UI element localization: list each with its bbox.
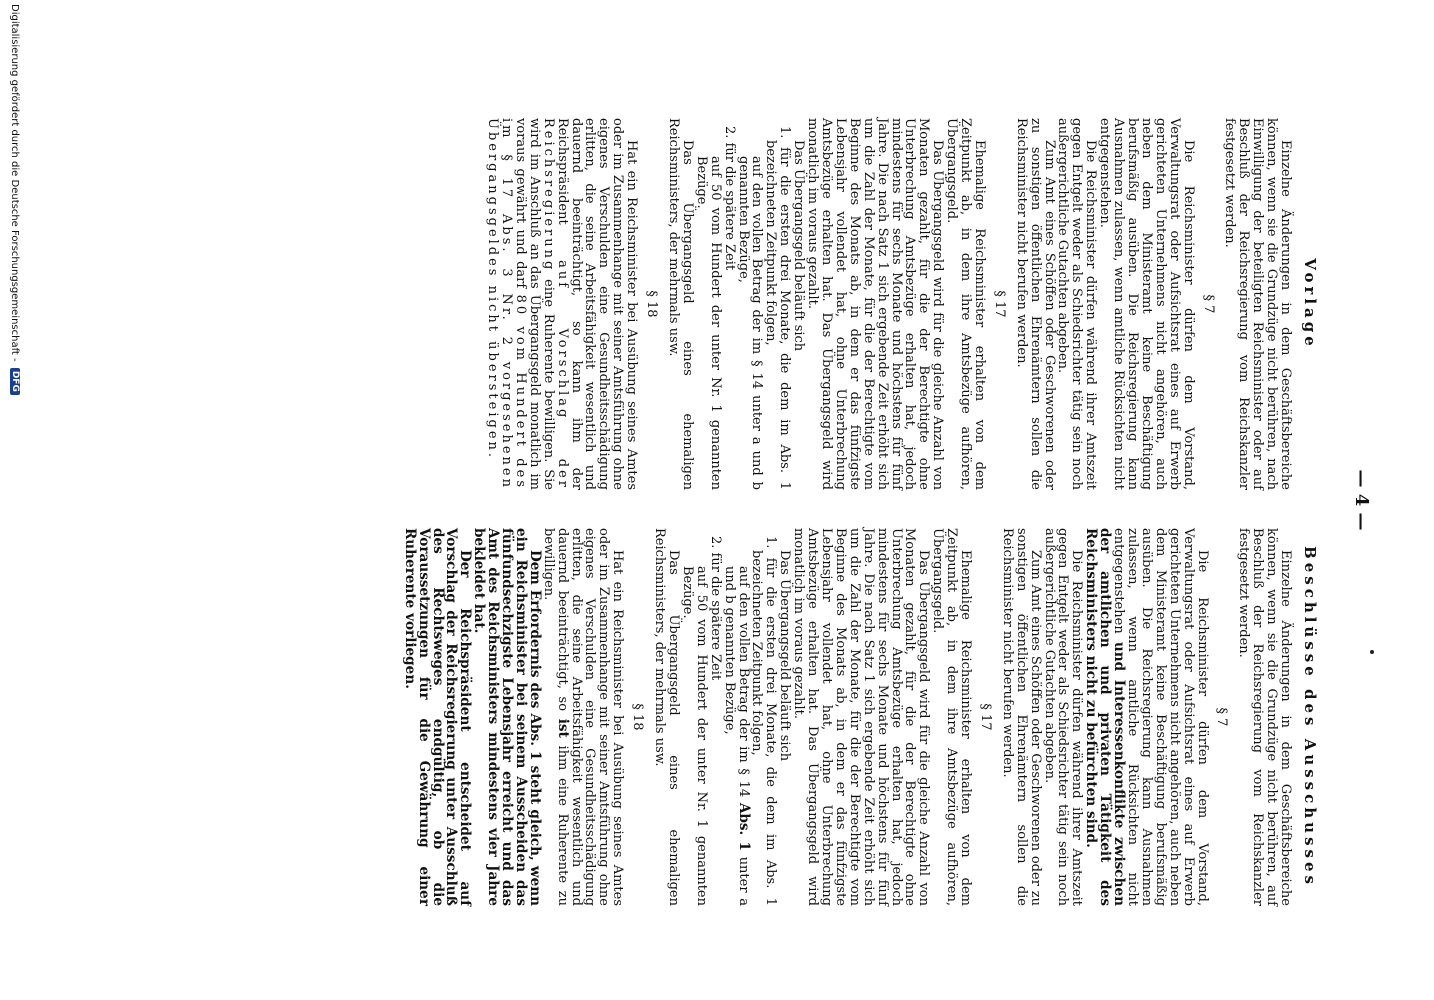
list-item: 1. für die ersten drei Monate, die dem im Abs. 1 bezeichneten Zeitpunkt folgen, <box>749 536 779 906</box>
paragraph: Das Übergangsgeld beläuft sich <box>777 550 793 762</box>
list-item-detail: auf den vollen Betrag der im § 14 unter a und b genannten Bezüge, <box>735 156 765 490</box>
section-title: § 17 <box>991 290 1007 318</box>
paragraph <box>1083 528 1208 906</box>
footer-text: Digitalisierung gefördert durch die Deutsche Forschungsgemeinschaft - <box>9 4 20 362</box>
text-run-bold: ist <box>554 718 571 738</box>
list-item-detail <box>722 528 750 906</box>
ink-dot <box>1370 650 1374 654</box>
paragraph: Ehemalige Reichsminister erhalten von dem Zeitpunkt ab, in dem ihre Amtsbezüge aufhören, Übergangsgeld. <box>930 528 974 906</box>
text-run: auf den vollen Betrag der im § 14 <box>735 566 751 798</box>
section-title: § 18 <box>630 703 646 731</box>
text-run: Die Reichsminister dürfen dem Vorstand, Verwaltungsrat oder Aufsichtsrat eines auf Erwerb gerichteten Unternehmens nicht angehören, auch neben dem Ministeramt keine Beschäftigung berufsmäßig ausüben. Die Reichsregierung kann Ausnahmen zulassen, wenn amtliche Rücksichten nicht entgegenstehen <box>1111 528 1210 906</box>
list-item-detail: auf 50 vom Hundert der unter Nr. 1 genannten Bezüge. <box>693 156 723 490</box>
paragraph <box>541 528 624 906</box>
text-run: ihm eine Ruherente zu bewilligen. <box>540 528 570 906</box>
paragraph: Einzelne Änderungen in dem Geschäftsbereiche können, wenn sie die Grundzüge nicht berühren, nach Einwilligung der beteiligten Reichsminister oder auf Beschluß der Reichsregierung vom Reichskanzler festgesetzt werden. <box>1222 118 1294 490</box>
section-title: § 7 <box>1200 294 1216 314</box>
text-run-bold: und Interessenkonflikte zwischen der amtlichen und privaten Tätigkeit des Reichsministers nicht zu befürchten sind. <box>1083 528 1128 906</box>
digitization-footer <box>9 4 20 395</box>
page-number: — 4 — <box>1351 469 1372 531</box>
paragraph: Einzelne Änderungen in dem Geschäftsbereiche können, wenn sie die Grundzüge nicht berühren, auf Beschluß der Reichsregierung vom Reichskanzler festgesetzt werden. <box>1236 528 1294 906</box>
paragraph <box>485 118 638 490</box>
paragraph: Zum Amt eines Schöffen oder Geschworenen oder zu sonstigen öffentlichen Ehrenämtern sollen die Reichsminister nicht berufen werden. <box>1013 118 1057 490</box>
column-beschluesse <box>401 528 1319 906</box>
paragraph: Die Reichsminister dürfen dem Vorstand, Verwaltungsrat oder Aufsichtsrat eines auf Erwerb gerichteten Unternehmens nicht angehören, auch neben dem Ministeramt keine Beschäftigung berufsmäßig ausüben. Die Reichsregierung kann Ausnahmen zulassen, wenn amtliche Rücksichten nicht entgegenstehen. <box>1097 118 1196 490</box>
column-heading-beschluesse: Beschlüsse des Ausschusses <box>1301 546 1319 888</box>
text-run-spaced: auf Vorschlag der Reichsregierung <box>540 118 570 490</box>
paragraph-bold: Dem Erfordernis des Abs. 1 steht gleich, wenn ein Reichsminister bei seinem Ausscheiden das fünfundsechzigste Lebensjahr erreicht und das Amt des Reichsministers mindestens vier Jahre bekleidet hat. <box>471 528 543 906</box>
section-title: § 17 <box>977 703 993 731</box>
text-run: Hat ein Reichsminister bei Ausübung seines Amtes oder im Zusammenhange mit seiner Amtsführung ohne eigenes Verschulden eine Gesundheitsschädigung erlitten, die seine Arbeitsfähigkeit wesentlich und dauernd beeinträchtigt, so kann ihm der Reichspräsident <box>554 118 640 490</box>
paragraph-bold: Der Reichspräsident entscheidet auf Vorschlag der Reichsregierung unter Ausschluß des Rechtsweges endgültig, ob die Voraussetzungen für die Gewährung einer Ruherente vorliegen. <box>401 528 474 906</box>
paragraph: Das Übergangsgeld beläuft sich <box>791 140 807 352</box>
section-title: § 7 <box>1214 707 1230 727</box>
column-heading-vorlage: Vorlage <box>1301 258 1319 350</box>
text-run-bold: Abs. 1 <box>735 802 752 851</box>
text-run-spaced: 80 vom Hundert des im § 17 Abs. 3 Nr. 2 vorgesehenen Übergangsgeldes nicht übersteigen. <box>485 118 528 490</box>
paragraph: Das Übergangsgeld eines ehemaligen Reichsministers, der mehrmals usw. <box>666 118 695 490</box>
list-item: 2. für die spätere Zeit <box>707 536 723 681</box>
paragraph: Das Übergangsgeld eines ehemaligen Reichsministers, der mehrmals usw. <box>652 528 682 906</box>
list-item: 2. für die spätere Zeit <box>721 126 737 271</box>
paragraph: Das Übergangsgeld wird für die gleiche Anzahl von Monaten gezahlt, für die der Berechtigte ohne Unterbrechung Amtsbezüge erhalten hat, jedoch mindestens für sechs Monate und höchstens für fünf Jahre. Die nach Satz 1 sich ergebende Zeit erhöht sich um die Zahl der Monate, für die der Berechtigte vom Beginne des Monats ab, in dem er das fünfzigste Lebensjahr vollendet hat, ohne Unterbrechung Amtsbezüge erhalten hat. Das Übergangsgeld wird monatlich im voraus gezahlt. <box>805 118 946 490</box>
text-run: unter a und b genannten Bezüge, <box>721 566 751 906</box>
paragraph: Die Reichsminister dürfen während ihrer Amtszeit gegen Entgelt weder als Schiedsrichter tätig sein noch außergerichtliche Gutachten abgeben. <box>1055 118 1099 490</box>
dfg-logo-icon: DFG <box>10 368 20 395</box>
text-run: eine Ruherente bewilligen. Sie wird im Anschluß an das Übergangsgeld monatlich im voraus gewährt und darf <box>512 118 556 490</box>
text-run: Hat ein Reichsminister bei Ausübung seines Amtes oder im Zusammenhange mit seiner Amtsführung ohne eigenes Verschulden eine Gesundheitsschädigung erlitten, die seine Arbeitsfähigkeit wesentlich und dauernd beeinträchtigt, so <box>554 528 626 906</box>
paragraph: Die Reichsminister dürfen während ihrer Amtszeit gegen Entgelt weder als Schiedsrichter tätig sein noch außergerichtliche Gutachten abgeben. <box>1041 528 1085 906</box>
list-item: 1. für die ersten drei Monate, die dem im Abs. 1 bezeichneten Zeitpunkt folgen, <box>763 126 793 490</box>
column-vorlage <box>485 118 1319 490</box>
paragraph: Zum Amt eines Schöffen oder Geschworenen oder zu sonstigen öffentlichen Ehrenämtern sollen die Reichsminister nicht berufen werden. <box>999 528 1043 906</box>
section-title: § 18 <box>644 290 660 318</box>
list-item-detail: auf 50 vom Hundert der unter Nr. 1 genannten Bezüge. <box>679 566 709 906</box>
paragraph: Das Übergangsgeld wird für die gleiche Anzahl von Monaten gezahlt, für die der Berechtigte ohne Unterbrechung Amtsbezüge erhalten hat, jedoch mindestens für sechs Monate und höchstens für fünf Jahre. Die nach Satz 1 sich ergebende Zeit erhöht sich um die Zahl der Monate, für die der Berechtigte vom Beginne des Monats ab, in dem er das fünfzigste Lebensjahr vollendet hat, ohne Unterbrechung Amtsbezüge erhalten hat. Das Übergangsgeld wird monatlich im voraus gezahlt. <box>791 528 932 906</box>
paragraph: Ehemalige Reichsminister erhalten von dem Zeitpunkt ab, in dem ihre Amtsbezüge aufhören, Übergangsgeld. <box>944 118 987 490</box>
